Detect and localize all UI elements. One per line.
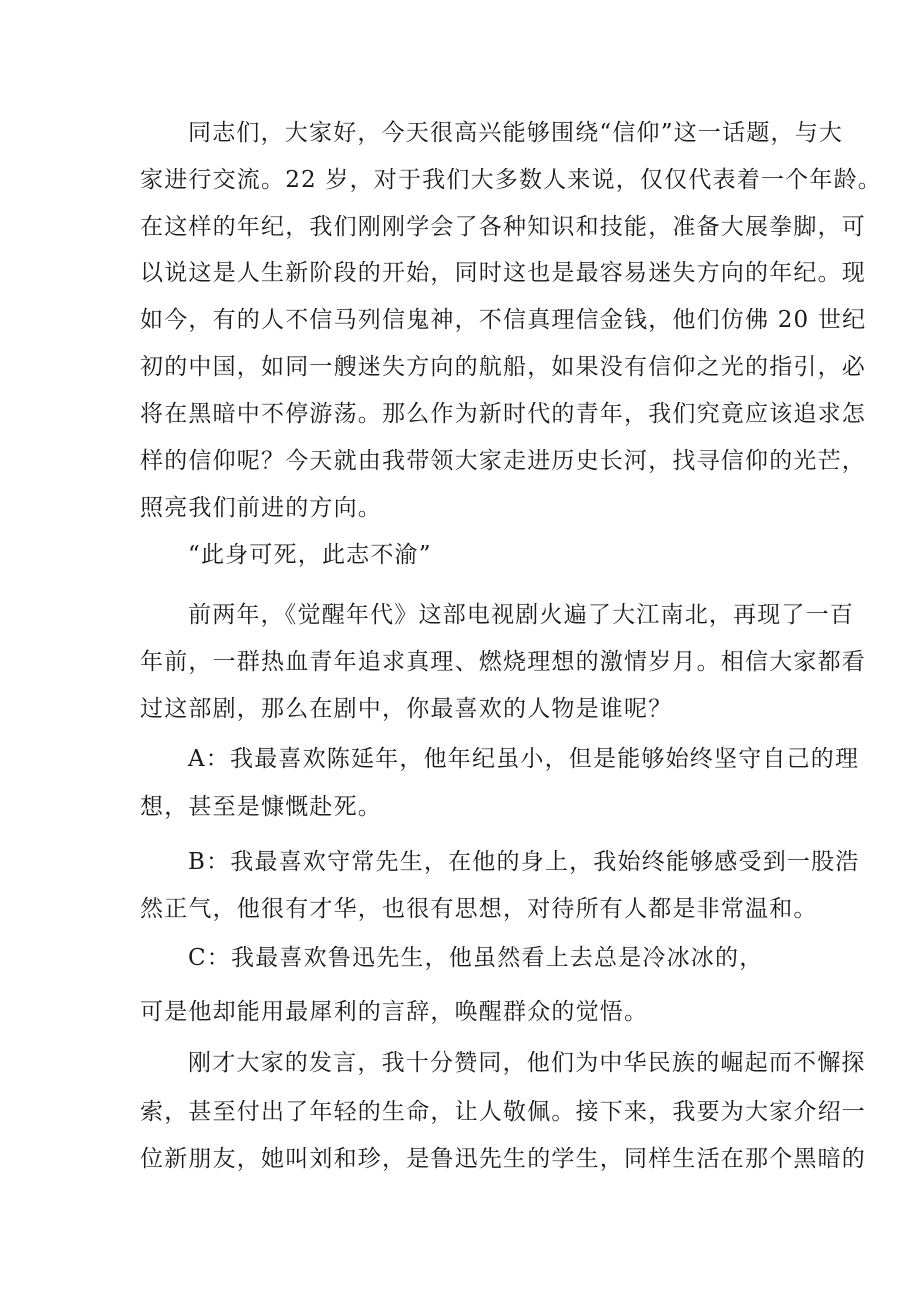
paragraph-1-line: 以说这是人生新阶段的开始，同时这也是最容易迷失方向的年纪。现 bbox=[140, 260, 866, 286]
paragraph-2-line: 前两年，《觉醒年代》这部电视剧火遍了大江南北，再现了一百 bbox=[188, 602, 855, 628]
paragraph-3-line: 刚才大家的发言，我十分赞同，他们为中华民族的崛起而不懈探 bbox=[188, 1050, 866, 1076]
paragraph-1-line: 将在黑暗中不停游荡。那么作为新时代的青年，我们究竟应该追求怎 bbox=[140, 401, 866, 427]
section-heading: “此身可死，此志不渝” bbox=[188, 542, 432, 568]
paragraph-1-line: 如今，有的人不信马列信鬼神，不信真理信金钱，他们仿佛 20 世纪 bbox=[140, 307, 867, 333]
answer-a-line: A：我最喜欢陈延年，他年纪虽小，但是能够始终坚守自己的理 bbox=[188, 746, 860, 772]
answer-c-line: C：我最喜欢鲁迅先生，他虽然看上去总是冷冰冰的， bbox=[188, 945, 764, 971]
paragraph-1-line: 在这样的年纪，我们刚刚学会了各种知识和技能，准备大展拳脚，可 bbox=[140, 214, 866, 240]
answer-b-line: B：我最喜欢守常先生，在他的身上，我始终能够感受到一股浩 bbox=[188, 849, 860, 875]
paragraph-3-line: 索，甚至付出了年轻的生命，让人敬佩。接下来，我要为大家介绍一 bbox=[140, 1099, 866, 1125]
paragraph-1-line: 样的信仰呢？今天就由我带领大家走进历史长河，找寻信仰的光芒， bbox=[140, 448, 866, 474]
paragraph-1-line: 同志们，大家好，今天很高兴能够围绕“信仰”这一话题，与大 bbox=[188, 120, 844, 146]
paragraph-3-line: 位新朋友，她叫刘和珍，是鲁迅先生的学生，同样生活在那个黑暗的 bbox=[140, 1146, 866, 1172]
answer-b-line: 然正气，他很有才华，也很有思想，对待所有人都是非常温和。 bbox=[140, 896, 818, 922]
paragraph-1-line: 家进行交流。22 岁，对于我们大多数人来说，仅仅代表着一个年龄。 bbox=[140, 167, 882, 193]
paragraph-1-line: 照亮我们前进的方向。 bbox=[140, 495, 382, 521]
paragraph-1-line: 初的中国，如同一艘迷失方向的航船，如果没有信仰之光的指引，必 bbox=[140, 354, 866, 380]
answer-c-line: 可是他却能用最犀利的言辞，唤醒群众的觉悟。 bbox=[140, 999, 649, 1025]
paragraph-2-line: 年前，一群热血青年追求真理、燃烧理想的激情岁月。相信大家都看 bbox=[140, 649, 866, 675]
paragraph-2-line: 过这部剧，那么在剧中，你最喜欢的人物是谁呢？ bbox=[140, 696, 673, 722]
answer-a-line: 想，甚至是慷慨赴死。 bbox=[140, 794, 382, 820]
